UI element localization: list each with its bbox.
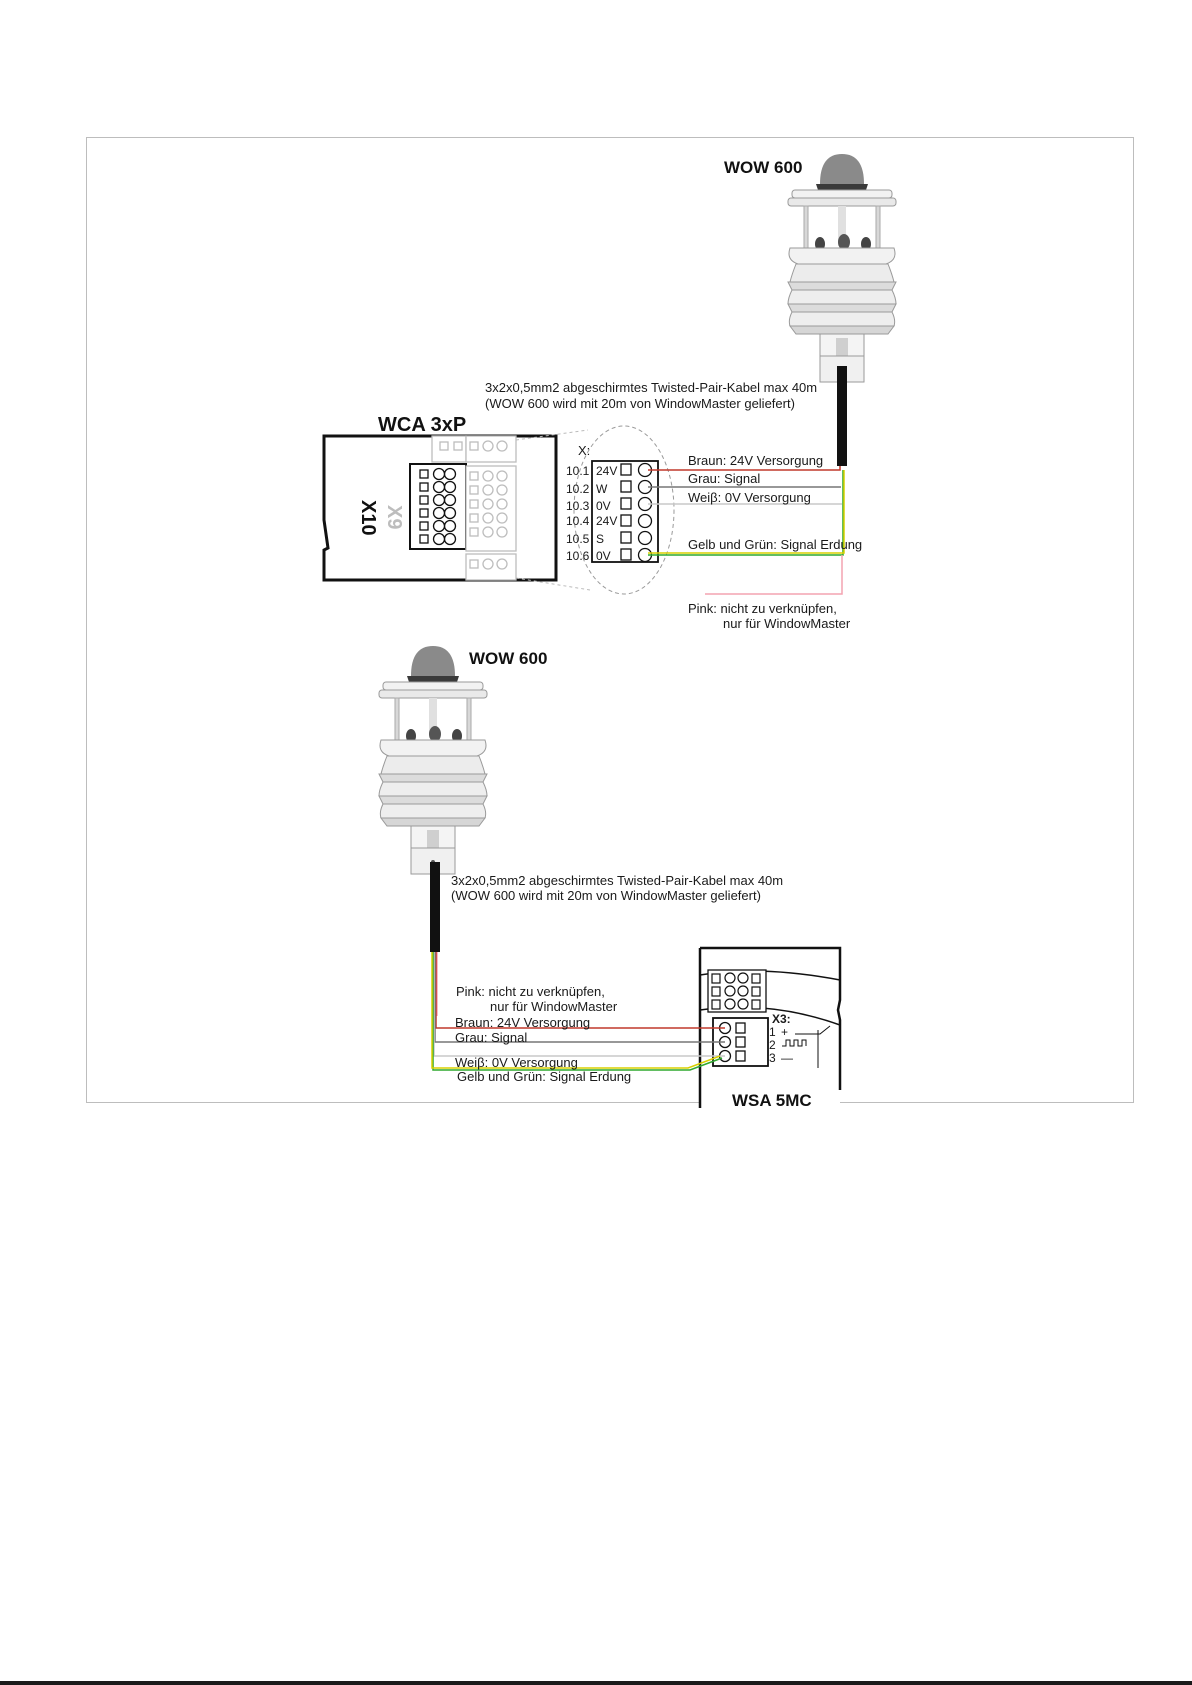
terminal-num: 10.6 — [566, 549, 590, 563]
terminal-sig: 24V — [596, 464, 618, 478]
top-controller-title: WCA 3xP — [378, 414, 467, 436]
bottom-controller-title: WSA 5MC — [732, 1091, 812, 1110]
top-cable-spec-line2: (WOW 600 wird mit 20m von WindowMaster geliefert) — [485, 396, 795, 411]
x3-header: X3: — [772, 1012, 791, 1026]
x3-row-sym: — — [781, 1051, 793, 1065]
top-wire-yg-label: Gelb und Grün: Signal Erdung — [688, 537, 863, 552]
page-bottom-rule — [0, 1681, 1192, 1685]
bottom-sensor-title: WOW 600 — [469, 649, 548, 668]
terminal-num: 10.5 — [566, 532, 590, 546]
bottom-wow600-sensor-icon — [379, 646, 487, 874]
top-wire-brown-label: Braun: 24V Versorgung — [688, 453, 824, 468]
x3-row-num: 2 — [769, 1038, 776, 1052]
x3-row-sym: + — [781, 1025, 789, 1039]
terminal-sig: W — [596, 482, 608, 496]
top-pink-note-line1: Pink: nicht zu verknüpfen, — [688, 601, 837, 616]
terminal-num: 10.2 — [566, 482, 590, 496]
bottom-wire-brown-label: Braun: 24V Versorgung — [455, 1015, 591, 1030]
bottom-pink-note-line2: nur für WindowMaster — [490, 999, 618, 1014]
x3-row-num: 1 — [769, 1025, 776, 1039]
top-sensor-title: WOW 600 — [724, 158, 803, 177]
top-wire-white-label: Weiβ: 0V Versorgung — [688, 490, 811, 505]
top-sensor-cable — [837, 366, 847, 466]
top-wire-grey-label: Grau: Signal — [688, 471, 761, 486]
bottom-pink-note-line1: Pink: nicht zu verknüpfen, — [456, 984, 605, 999]
bottom-wire-grey-label: Grau: Signal — [455, 1030, 528, 1045]
x3-row-num: 3 — [769, 1051, 776, 1065]
bottom-cable-spec-line1: 3x2x0,5mm2 abgeschirmtes Twisted-Pair-Kabel max 40m — [451, 873, 784, 888]
bottom-cable-spec-line2: (WOW 600 wird mit 20m von WindowMaster geliefert) — [451, 888, 761, 903]
label-x9: X9 — [383, 505, 405, 530]
terminal-num: 10.3 — [566, 499, 590, 513]
bottom-sensor-cable — [430, 862, 440, 952]
bottom-wire-yg-label: Gelb und Grün: Signal Erdung — [457, 1069, 632, 1084]
top-wow600-sensor-icon — [788, 154, 896, 382]
terminal-sig: 24V — [596, 514, 618, 528]
terminal-sig: 0V — [596, 499, 611, 513]
terminal-sig: 0V — [596, 549, 611, 563]
label-x10: X10 — [357, 500, 379, 536]
terminal-sig: S — [596, 532, 605, 546]
top-cable-spec-line1: 3x2x0,5mm2 abgeschirmtes Twisted-Pair-Kabel max 40m — [485, 380, 818, 395]
terminal-header: X: — [578, 443, 591, 458]
bottom-wire-white-label: Weiβ: 0V Versorgung — [455, 1055, 578, 1070]
terminal-num: 10.4 — [566, 514, 590, 528]
terminal-num: 10.1 — [566, 464, 590, 478]
top-pink-note-line2: nur für WindowMaster — [723, 616, 851, 631]
